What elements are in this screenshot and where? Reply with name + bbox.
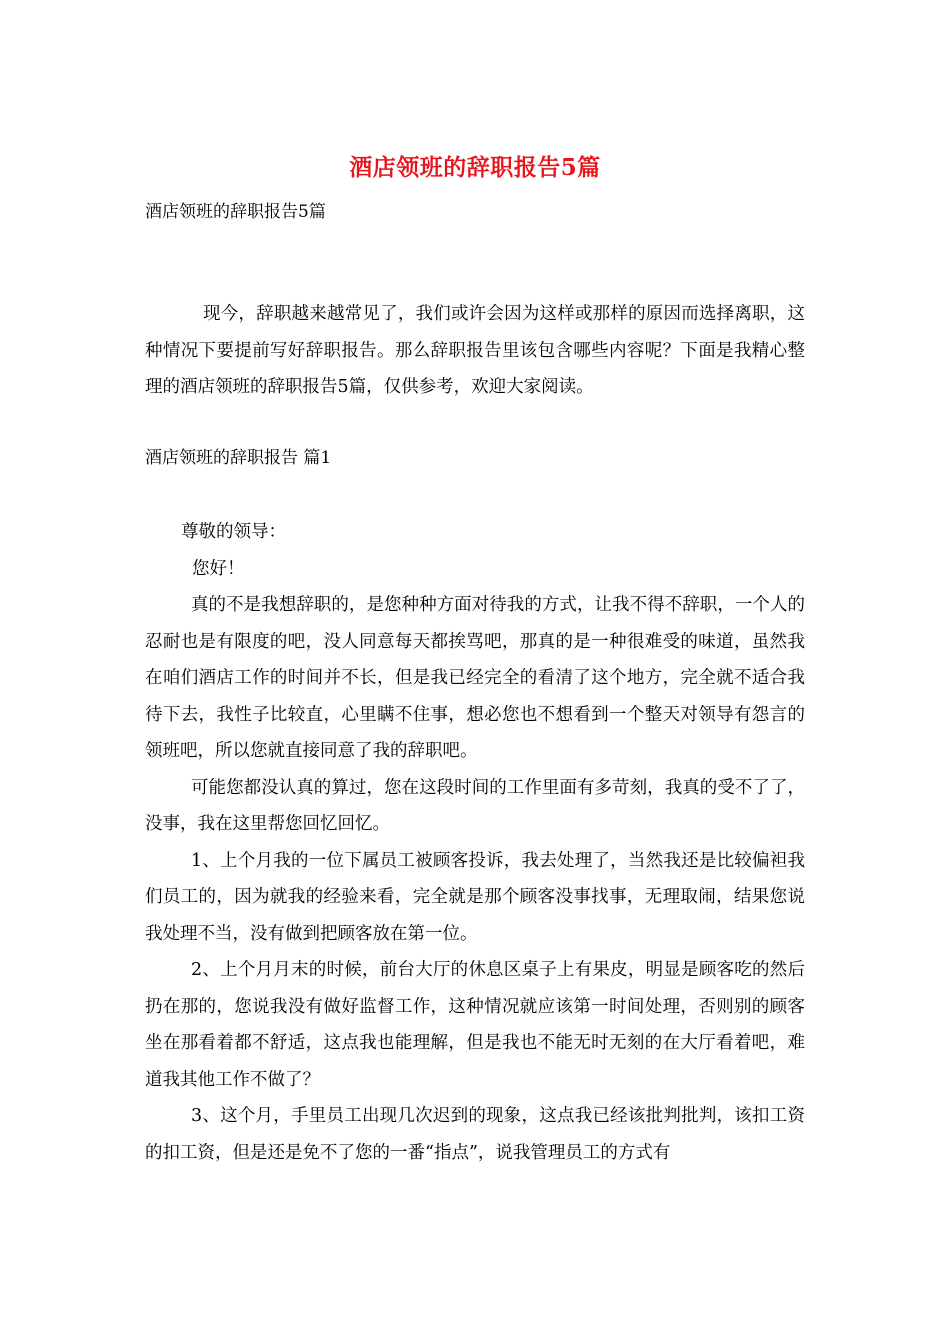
intro-paragraph: 现今，辞职越来越常见了，我们或许会因为这样或那样的原因而选择离职，这种情况下要提前写好辞职报告。那么辞职报告里该包含哪些内容呢？下面是我精心整理的酒店领班的辞职报告5篇，仅供参考，欢迎大家阅读。 — [145, 304, 805, 397]
document-subtitle: 酒店领班的辞职报告5篇 — [145, 202, 326, 222]
letter-paragraph: 3、这个月，手里员工出现几次迟到的现象，这点我已经该批判批判，该扣工资的扣工资，但是还是免不了您的一番“指点”，说我管理员工的方式有 — [145, 1106, 805, 1163]
letter-paragraph: 2、上个月月末的时候，前台大厅的休息区桌子上有果皮，明显是顾客吃的然后扔在那的，您说我没有做好监督工作，这种情况就应该第一时间处理，否则别的顾客坐在那看着都不舒适，这点我也能理解，但是我也不能无时无刻的在大厅看着吧，难道我其他工作不做了？ — [145, 960, 805, 1090]
letter-body — [145, 514, 805, 1171]
intro-section — [145, 296, 805, 406]
letter-paragraph: 可能您都没认真的算过，您在这段时间的工作里面有多苛刻，我真的受不了了，没事，我在这里帮您回忆回忆。 — [145, 777, 805, 834]
document-title: 酒店领班的辞职报告5篇 — [349, 154, 601, 181]
salutation: 尊敬的领导： — [181, 522, 286, 542]
letter-paragraph: 1、上个月我的一位下属员工被顾客投诉，我去处理了，当然我还是比较偏袒我们员工的，因为就我的经验来看，完全就是那个顾客没事找事，无理取闹，结果您说我处理不当，没有做到把顾客放在第一位。 — [145, 850, 805, 944]
greeting: 您好！ — [192, 558, 245, 579]
section-heading: 酒店领班的辞职报告 篇1 — [145, 448, 332, 468]
letter-paragraph: 真的不是我想辞职的，是您种种方面对待我的方式，让我不得不辞职，一个人的忍耐也是有限度的吧，没人同意每天都挨骂吧，那真的是一种很难受的味道，虽然我在咱们酒店工作的时间并不长，但是我已经完全的看清了这个地方，完全就不适合我待下去，我性子比较直，心里瞒不住事，想必您也不想看到一个整天对领导有怨言的领班吧，所以您就直接同意了我的辞职吧。 — [145, 595, 805, 761]
